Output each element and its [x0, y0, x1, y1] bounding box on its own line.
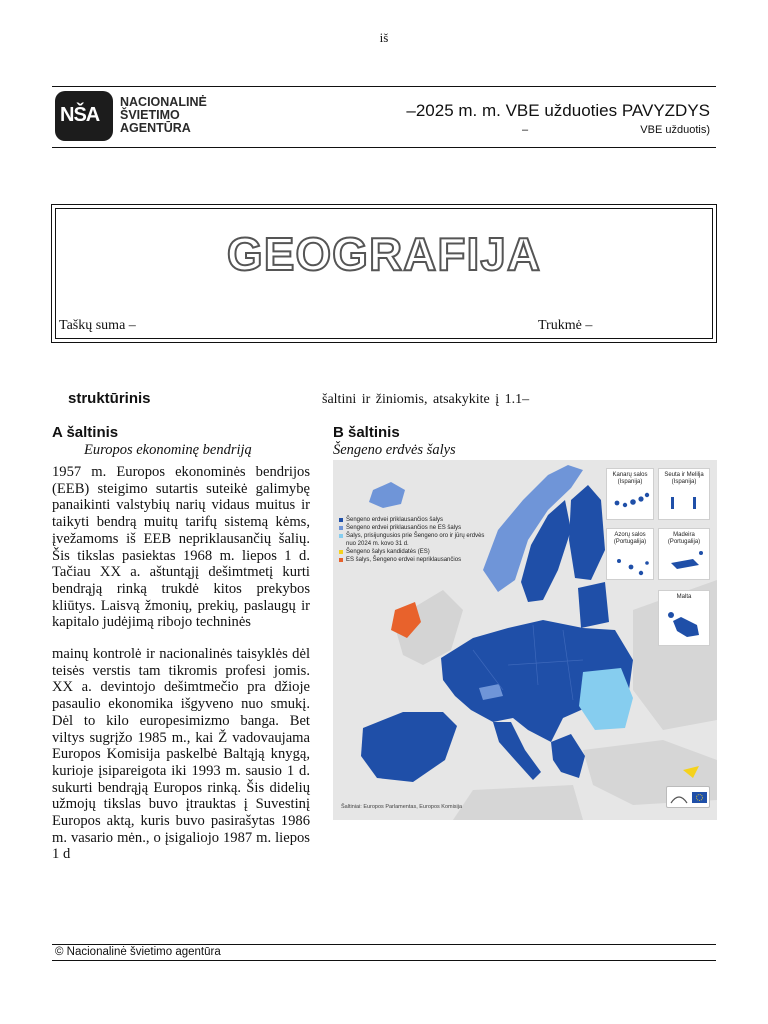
- ep-logo-graphic: [667, 787, 711, 809]
- header-bottom-rule: [52, 147, 716, 148]
- inset-malta: Malta: [658, 590, 710, 646]
- european-parliament-logo: [666, 786, 710, 808]
- page-number: iš: [379, 30, 389, 45]
- points-label: Taškų suma –: [59, 318, 136, 333]
- legend-row: Šengeno šalys kandidatės (ES): [339, 548, 489, 556]
- schengen-map: [333, 460, 717, 820]
- duration-label: Trukmė –: [538, 318, 593, 333]
- source-b-subtitle: Šengeno erdvės šalys: [333, 442, 456, 458]
- source-a-paragraph-2: mainų kontrolė ir nacionalinės taisyklės dėl teisės verstis tam tikromis profesi jomis. XX a. devintojo dešimtmečio pra džioje pasaulio ekonomika išgyveno nuo smukį. Dėl to kilo europesimizmo banga. Bet viltys sugrįžo 1985 m., kai Ž vadovaujama Europos Komisija paskelbė Baltąją knygą, kurioje įsipareigota iki 1993 m. sausio 1 d. sukurti bendrąją Europos rinką. Šis didelių užmojų tikslas buvo įtrauktas į Suvestinį Europos aktą, kuris buvo pasirašytas 1986 m. vasario mėn., o įsigaliojo 1987 m. liepos 1 d: [52, 646, 310, 863]
- agency-name: NACIONALINĖ ŠVIETIMO AGENTŪRA: [120, 95, 207, 135]
- header-top-rule: [52, 86, 716, 87]
- exam-dash: –: [522, 124, 529, 136]
- task-type-label: struktūrinis: [68, 390, 151, 407]
- nsa-logo: NŠA: [55, 91, 113, 141]
- footer-copyright: © Nacionalinė švietimo agentūra: [55, 946, 221, 958]
- source-a-paragraph-1: 1957 m. Europos ekonominės bendrijos (EEB) steigimo sutartis suteikė galimybę panaikinti valstybių narių vidaus muitus ir taikyti bendrą muitų tarifų sistemą kėms, įvežamoms iš EEB nepriklausančių šalių. Šis tikslas pasiektas 1968 m. liepos 1 d. Tačiau XX a. aštuntąjį dešimtmetį kurti bendrąją rinką trukdė kitos prekybos kliūtys. Laisvą žmonių, prekių, paslaugų ir kapitalo judėjimą ribojo techninės: [52, 464, 310, 631]
- inset-ceuta-melilla: Seuta ir Melilja (Ispanija): [658, 468, 710, 520]
- inset-canary-islands: Kanarų salos (Ispanija): [606, 468, 654, 520]
- title-box: [51, 204, 717, 343]
- source-a-heading: A šaltinis: [52, 424, 119, 441]
- task-instruction: šaltini ir žiniomis, atsakykite į 1.1–: [322, 392, 530, 407]
- map-legend: [339, 516, 489, 564]
- footer-bottom-rule: [52, 960, 716, 961]
- inset-azores: Azorų salos (Portugalija): [606, 528, 654, 580]
- subject-title: GEOGRAFIJA: [226, 228, 542, 280]
- source-a-subtitle: Europos ekonominę bendriją: [84, 442, 252, 458]
- footer-top-rule: [52, 944, 716, 945]
- legend-row: Šengeno erdvei priklausančios ne ES šalys: [339, 524, 489, 532]
- legend-row: Šengeno erdvei priklausančios šalys: [339, 516, 489, 524]
- exam-note: VBE užduotis): [640, 124, 710, 136]
- inset-madeira: Madeira (Portugalija): [658, 528, 710, 580]
- source-b-heading: B šaltinis: [333, 424, 400, 441]
- map-source: Šaltiniai: Europos Parlamentas, Europos Komisija: [341, 804, 463, 810]
- legend-row: ES šalys, Šengeno erdvei nepriklausančios: [339, 556, 489, 564]
- legend-row: Šalys, prisijungusios prie Šengeno oro ir jūrų erdvės nuo 2024 m. kovo 31 d.: [339, 532, 489, 548]
- exam-title: –2025 m. m. VBE užduoties PAVYZDYS: [406, 101, 710, 120]
